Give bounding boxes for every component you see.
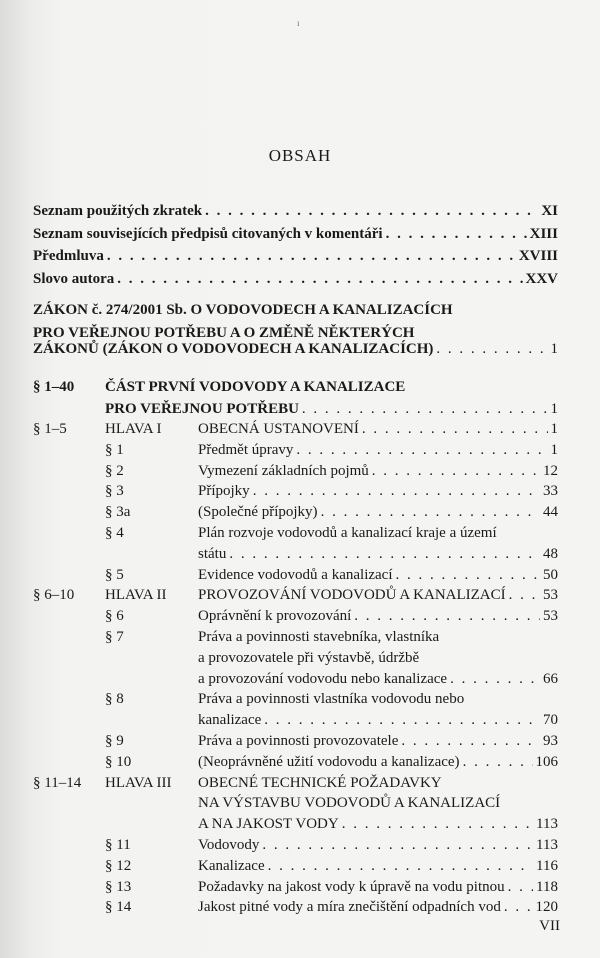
- toc-row: [0, 544, 600, 564]
- toc-entry-text-row: [33, 246, 558, 266]
- entry-title: Evidence vodovodů a kanalizací: [198, 566, 393, 583]
- toc-row: [0, 440, 600, 460]
- dot-leader: [436, 339, 547, 359]
- entry-title: Oprávnění k provozování: [198, 608, 352, 625]
- section-label: § 10: [105, 753, 132, 770]
- toc-row: [0, 814, 600, 834]
- entry-page-number: 50: [543, 566, 558, 583]
- toc-entry-text-row: [198, 752, 558, 772]
- section-range: § 6–10: [33, 587, 75, 604]
- toc-row: [0, 523, 600, 543]
- entry-page-number: 93: [543, 733, 558, 749]
- toc-entry-text-row: [198, 481, 558, 501]
- toc-entry-text-row: [198, 565, 558, 585]
- front-matter-item: [0, 224, 600, 244]
- entry-page-number: 118: [536, 878, 558, 895]
- entry-title: Jakost pitné vody a míra znečištění odpadních vod: [198, 899, 501, 916]
- dot-leader: [205, 201, 538, 221]
- entry-title: NA VÝSTAVBU VODOVODŮ A KANALIZACÍ: [198, 795, 501, 812]
- toc-entry-text-row: [198, 461, 558, 481]
- entry-page-number: 48: [543, 545, 558, 562]
- entry-page-number: XVIII: [518, 248, 558, 264]
- part-heading-line: [0, 399, 600, 419]
- section-label: § 3a: [105, 504, 131, 521]
- toc-entry-text-row: [198, 731, 558, 751]
- law-title-text: ZÁKON č. 274/2001 Sb. O VODOVODECH A KANALIZACÍCH: [33, 302, 453, 318]
- toc-entry-text-row: [198, 419, 558, 439]
- entry-title: státu: [198, 545, 227, 562]
- dot-leader: [117, 269, 522, 289]
- toc-row: [0, 648, 600, 668]
- dot-leader: [302, 399, 548, 419]
- section-label: § 8: [105, 691, 124, 708]
- toc-entry-text-row: [198, 877, 558, 897]
- section-label: § 3: [105, 483, 124, 500]
- section-label: § 9: [105, 733, 124, 749]
- toc-row: [0, 835, 600, 855]
- toc-entry-text-row: [198, 710, 558, 730]
- entry-title: OBECNÁ USTANOVENÍ: [198, 421, 359, 437]
- section-label: HLAVA I: [105, 421, 162, 437]
- toc-row: [0, 565, 600, 585]
- law-title-line: [0, 339, 600, 359]
- dot-leader: [296, 440, 547, 460]
- section-label: § 12: [105, 857, 132, 874]
- front-matter-item: [0, 269, 600, 289]
- dot-leader: [268, 856, 533, 876]
- dot-leader: [229, 544, 540, 564]
- dot-leader: [509, 585, 540, 605]
- toc-entry-text-row: [198, 773, 558, 793]
- toc-entry-text-row: [198, 606, 558, 626]
- section-range: § 1–5: [33, 421, 67, 437]
- entry-title: a provozovatele při výstavbě, údržbě: [198, 649, 420, 666]
- entry-page-number: 12: [543, 462, 558, 479]
- entry-title: PROVOZOVÁNÍ VODOVODŮ A KANALIZACÍ: [198, 587, 506, 604]
- entry-title: Vodovody: [198, 837, 260, 853]
- entry-title: PRO VEŘEJNOU POTŘEBU: [105, 401, 299, 417]
- entry-title: Práva a povinnosti stavebníka, vlastníka: [198, 629, 440, 645]
- entry-page-number: 1: [550, 341, 558, 357]
- section-label: § 7: [105, 629, 124, 645]
- toc-entry-text-row: [198, 814, 558, 834]
- toc-entry-text-row: [198, 585, 558, 605]
- toc-row: [0, 481, 600, 501]
- entry-title: Seznam souvisejících předpisů citovaných v komentáři: [33, 225, 383, 242]
- section-label: § 5: [105, 566, 124, 583]
- entry-page-number: 106: [535, 753, 558, 770]
- part-heading-line: [0, 377, 600, 397]
- toc-entry-text-row: [198, 793, 558, 813]
- part-range: § 1–40: [33, 379, 75, 395]
- section-label: § 1: [105, 441, 124, 458]
- dot-leader: [354, 606, 540, 626]
- entry-page-number: 1: [550, 421, 558, 437]
- entry-page-number: 116: [536, 857, 558, 874]
- toc-row: [0, 856, 600, 876]
- entry-title: Předmět úpravy: [198, 441, 294, 458]
- toc-entry-text-row: [198, 440, 558, 460]
- entry-title: Práva a povinnosti vlastníka vodovodu nebo: [198, 691, 465, 708]
- dot-leader: [401, 731, 540, 751]
- toc-row: [0, 606, 600, 626]
- entry-title: Seznam použitých zkratek: [33, 203, 203, 219]
- dot-leader: [508, 877, 533, 897]
- toc-entry-text-row: [198, 856, 558, 876]
- entry-page-number: XIII: [529, 225, 558, 242]
- section-label: § 4: [105, 525, 124, 541]
- front-matter-item: [0, 246, 600, 266]
- toc-row: [0, 585, 600, 605]
- entry-title: (Neoprávněné užití vodovodu a kanalizace): [198, 753, 460, 770]
- dot-leader: [107, 246, 516, 266]
- dot-leader: [372, 461, 540, 481]
- entry-title: kanalizace: [198, 712, 262, 729]
- toc-entry-text-row: [198, 689, 558, 709]
- toc-entry-text-row: [198, 648, 558, 668]
- entry-page-number: 53: [543, 608, 558, 625]
- dot-leader: [386, 224, 527, 244]
- section-label: § 2: [105, 462, 124, 479]
- dot-leader: [262, 835, 533, 855]
- entry-page-number: 53: [543, 587, 558, 604]
- entry-title: Požadavky na jakost vody k úpravě na vodu pitnou: [198, 878, 505, 895]
- entry-title: A NA JAKOST VODY: [198, 816, 339, 833]
- dot-leader: [342, 814, 533, 834]
- entry-page-number: 66: [543, 670, 558, 687]
- section-label: § 13: [105, 878, 132, 895]
- entry-page-number: 120: [535, 899, 558, 916]
- dot-leader: [264, 710, 540, 730]
- dot-leader: [504, 897, 533, 917]
- entry-page-number: XXV: [525, 270, 558, 287]
- entry-title: a provozování vodovodu nebo kanalizace: [198, 670, 448, 687]
- toc-entry-text-row: [198, 669, 558, 689]
- toc-entry-text-row: [33, 224, 558, 244]
- toc-row: [0, 897, 600, 917]
- part-title: ČÁST PRVNÍ VODOVODY A KANALIZACE: [105, 379, 406, 395]
- toc-entry-text-row: [198, 544, 558, 564]
- dot-leader: [450, 669, 540, 689]
- entry-page-number: 44: [543, 504, 558, 521]
- entry-title: Práva a povinnosti provozovatele: [198, 733, 399, 749]
- page-top-mark: ı: [297, 18, 300, 28]
- entry-title: Slovo autora: [33, 270, 115, 287]
- toc-row: [0, 752, 600, 772]
- law-title-text: PRO VEŘEJNOU POTŘEBU A O ZMĚNĚ NĚKTERÝCH: [33, 324, 415, 341]
- toc-entry-text-row: [33, 269, 558, 289]
- entry-title: (Společné přípojky): [198, 504, 318, 521]
- toc-row: [0, 877, 600, 897]
- toc-row: [0, 689, 600, 709]
- toc-entry-text-row: [198, 897, 558, 917]
- toc-entry-text-row: [198, 627, 558, 647]
- entry-page-number: 1: [550, 401, 558, 417]
- entry-title: Plán rozvoje vodovodů a kanalizací kraje a území: [198, 525, 497, 541]
- entry-page-number: 113: [536, 837, 558, 853]
- toc-row: [0, 793, 600, 813]
- toc-row: [0, 669, 600, 689]
- entry-title: Vymezení základních pojmů: [198, 462, 369, 479]
- dot-leader: [463, 752, 533, 772]
- toc-entry-text-row: [105, 399, 558, 419]
- toc-row: [0, 461, 600, 481]
- entry-page-number: 1: [550, 441, 558, 458]
- entry-title: Přípojky: [198, 483, 250, 500]
- entry-page-number: XI: [541, 203, 558, 219]
- toc-row: [0, 731, 600, 751]
- section-range: § 11–14: [33, 774, 82, 791]
- dot-leader: [396, 565, 540, 585]
- section-label: HLAVA II: [105, 587, 167, 604]
- law-title-line: [0, 300, 600, 320]
- toc-entry-text-row: [33, 201, 558, 221]
- toc-row: [0, 627, 600, 647]
- toc-entry-text-row: [198, 502, 558, 522]
- dot-leader: [253, 481, 540, 501]
- toc-row: [0, 419, 600, 439]
- section-label: § 6: [105, 608, 124, 625]
- page-number: VII: [539, 918, 560, 934]
- entry-title: ZÁKONŮ (ZÁKON O VODOVODECH A KANALIZACÍCH): [33, 341, 434, 357]
- entry-page-number: 33: [543, 483, 558, 500]
- entry-title: Předmluva: [33, 248, 104, 264]
- entry-title: OBECNÉ TECHNICKÉ POŽADAVKY: [198, 774, 442, 791]
- toc-row: [0, 773, 600, 793]
- toc-entry-text-row: [198, 523, 558, 543]
- entry-title: Kanalizace: [198, 857, 265, 874]
- section-label: HLAVA III: [105, 774, 172, 791]
- toc-row: [0, 710, 600, 730]
- page-title: OBSAH: [268, 146, 332, 165]
- toc-entry-text-row: [198, 835, 558, 855]
- section-label: § 11: [105, 837, 131, 853]
- toc-row: [0, 502, 600, 522]
- entry-page-number: 70: [543, 712, 558, 729]
- dot-leader: [321, 502, 540, 522]
- toc-entry-text-row: [33, 339, 558, 359]
- dot-leader: [362, 419, 548, 439]
- entry-page-number: 113: [536, 816, 558, 833]
- section-label: § 14: [105, 899, 132, 916]
- front-matter-item: [0, 201, 600, 221]
